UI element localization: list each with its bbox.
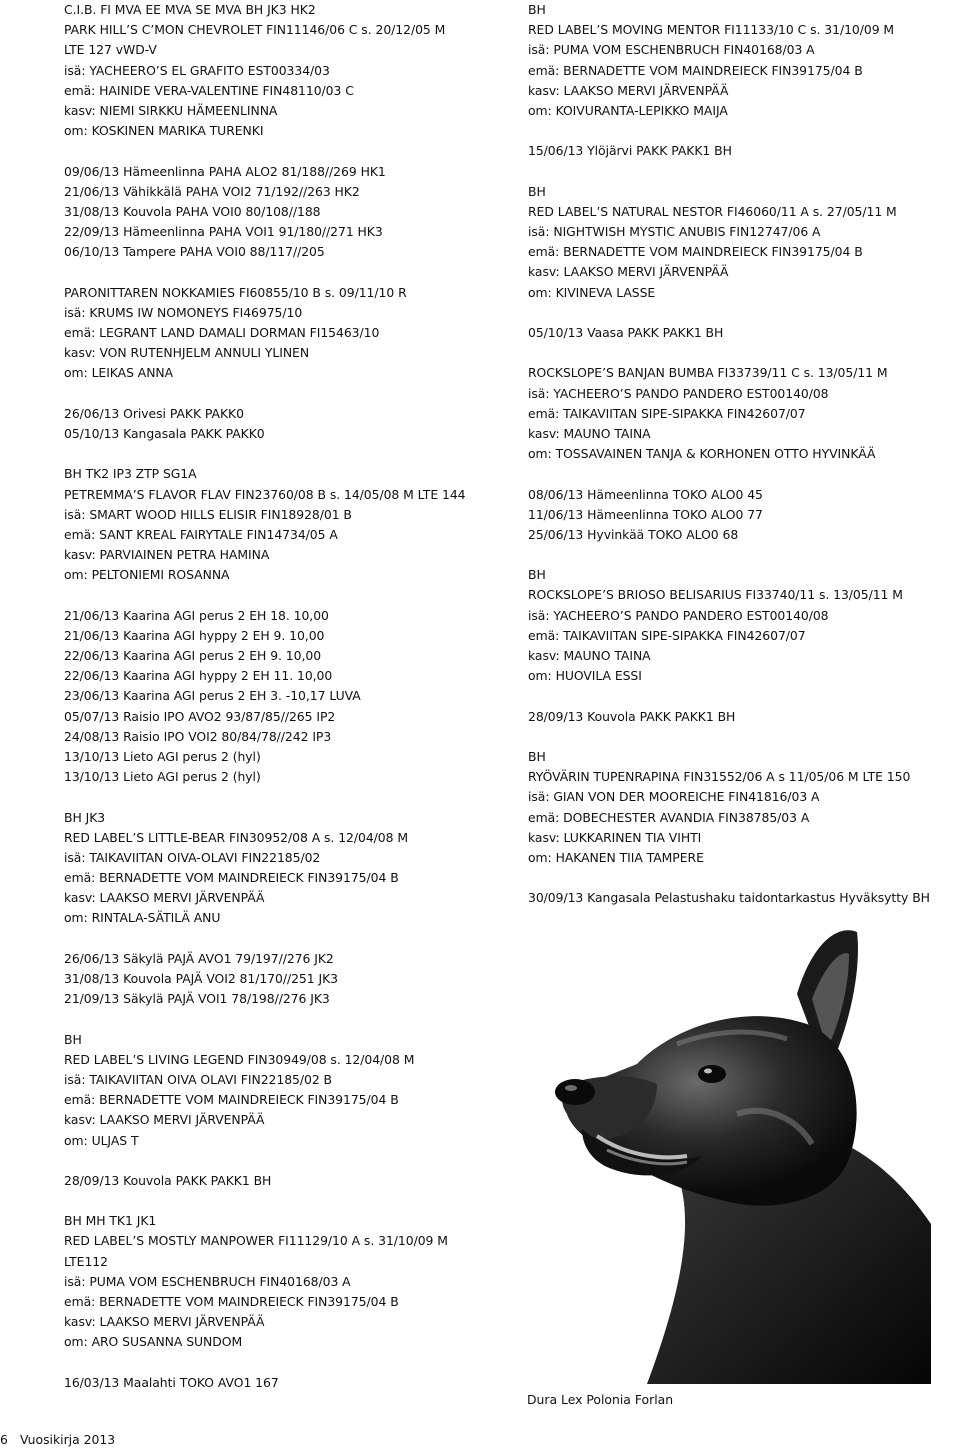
text-line: 26/06/13 Säkylä PAJÄ AVO1 79/197//276 JK2: [64, 950, 334, 966]
page-footer: [0, 1430, 115, 1450]
text-line: 22/06/13 Kaarina AGI hyppy 2 EH 11. 10,00: [64, 668, 333, 684]
blank-line: [528, 162, 958, 182]
text-line: emä: SANT KREAL FAIRYTALE FIN14734/05 A: [64, 526, 338, 542]
text-line: 21/06/13 Vähikkälä PAHA VOI2 71/192//263 HK2: [64, 183, 360, 199]
blank-line: [64, 141, 504, 161]
text-line: isä: KRUMS IW NOMONEYS FI46975/10: [64, 304, 303, 320]
text-line: emä: TAIKAVIITAN SIPE-SIPAKKA FIN42607/07: [528, 627, 806, 643]
left-column: [64, 0, 504, 1393]
text-line: RED LABEL’S LIVING LEGEND FIN30949/08 s. 12/04/08 M: [64, 1051, 415, 1067]
text-line: LTE112: [64, 1253, 108, 1269]
text-line: om: LEIKAS ANNA: [64, 365, 174, 381]
text-line: emä: BERNADETTE VOM MAINDREIECK FIN39175/04 B: [64, 1092, 399, 1108]
text-line: isä: YACHEERO’S PANDO PANDERO EST00140/08: [528, 607, 829, 623]
text-line: isä: SMART WOOD HILLS ELISIR FIN18928/01 B: [64, 506, 352, 522]
text-line: 05/10/13 Kangasala PAKK PAKK0: [64, 425, 265, 441]
text-line: 31/08/13 Kouvola PAHA VOI0 80/108//188: [64, 203, 321, 219]
text-line: kasv: LAAKSO MERVI JÄRVENPÄÄ: [528, 82, 729, 98]
text-line: RED LABEL’S NATURAL NESTOR FI46060/11 A s. 27/05/11 M: [528, 203, 897, 219]
blank-line: [64, 1353, 504, 1373]
text-line: 23/06/13 Kaarina AGI perus 2 EH 3. -10,17 LUVA: [64, 688, 361, 704]
text-line: om: TOSSAVAINEN TANJA & KORHONEN OTTO HYVINKÄÄ: [528, 446, 876, 462]
text-line: 24/08/13 Raisio IPO VOI2 80/84/78//242 IP3: [64, 728, 332, 744]
text-line: kasv: NIEMI SIRKKU HÄMEENLINNA: [64, 102, 278, 118]
text-line: 21/06/13 Kaarina AGI hyppy 2 EH 9. 10,00: [64, 627, 325, 643]
text-line: isä: NIGHTWISH MYSTIC ANUBIS FIN12747/06 A: [528, 224, 821, 240]
text-line: 22/09/13 Hämeenlinna PAHA VOI1 91/180//271 HK3: [64, 224, 383, 240]
text-line: BH TK2 IP3 ZTP SG1A: [64, 466, 197, 482]
text-line: isä: TAIKAVIITAN OIVA OLAVI FIN22185/02 B: [64, 1071, 333, 1087]
text-line: kasv: MAUNO TAINA: [528, 648, 651, 663]
text-line: kasv: LAAKSO MERVI JÄRVENPÄÄ: [528, 264, 729, 280]
text-line: 26/06/13 Orivesi PAKK PAKK0: [64, 405, 244, 421]
text-line: kasv: PARVIAINEN PETRA HAMINA: [64, 547, 270, 563]
photo-caption: Dura Lex Polonia Forlan: [527, 1392, 674, 1407]
text-line: emä: TAIKAVIITAN SIPE-SIPAKKA FIN42607/07: [528, 405, 806, 421]
text-line: kasv: LAAKSO MERVI JÄRVENPÄÄ: [64, 1112, 265, 1128]
text-line: om: ARO SUSANNA SUNDOM: [64, 1334, 243, 1350]
text-line: emä: BERNADETTE VOM MAINDREIECK FIN39175/04 B: [528, 62, 863, 78]
text-line: PETREMMA’S FLAVOR FLAV FIN23760/08 B s. 14/05/08 M LTE 144: [64, 486, 466, 502]
text-line: 05/10/13 Vaasa PAKK PAKK1 BH: [528, 325, 724, 340]
text-line: BH: [528, 183, 546, 199]
text-line: kasv: MAUNO TAINA: [528, 425, 651, 441]
blank-line: [64, 585, 504, 605]
text-line: emä: DOBECHESTER AVANDIA FIN38785/03 A: [528, 809, 810, 825]
blank-line: [64, 262, 504, 282]
text-line: om: PELTONIEMI ROSANNA: [64, 567, 230, 583]
page-number: 6: [0, 1432, 8, 1447]
text-line: 31/08/13 Kouvola PAJÄ VOI2 81/170//251 JK3: [64, 971, 339, 986]
text-line: om: KIVINEVA LASSE: [528, 284, 656, 300]
text-line: 22/06/13 Kaarina AGI perus 2 EH 9. 10,00: [64, 648, 322, 663]
text-line: BH: [528, 567, 546, 583]
blank-line: [64, 444, 504, 464]
text-line: isä: GIAN VON DER MOOREICHE FIN41816/03 A: [528, 789, 820, 805]
text-line: 21/06/13 Kaarina AGI perus 2 EH 18. 10,00: [64, 607, 329, 623]
text-line: 30/09/13 Kangasala Pelastushaku taidontarkastus Hyväksytty BH: [528, 890, 930, 906]
text-line: 08/06/13 Hämeenlinna TOKO ALO0 45: [528, 486, 763, 502]
text-line: 11/06/13 Hämeenlinna TOKO ALO0 77: [528, 506, 763, 522]
text-line: om: ULJAS T: [64, 1132, 139, 1148]
text-line: om: HAKANEN TIIA TAMPERE: [528, 849, 704, 865]
text-line: BH: [528, 2, 546, 17]
text-line: ROCKSLOPE’S BRIOSO BELISARIUS FI33740/11 s. 13/05/11 M: [528, 587, 903, 603]
blank-line: [528, 343, 958, 363]
text-line: 28/09/13 Kouvola PAKK PAKK1 BH: [528, 708, 736, 724]
text-line: 16/03/13 Maalahti TOKO AVO1 167: [64, 1374, 279, 1390]
text-line: kasv: LAAKSO MERVI JÄRVENPÄÄ: [64, 890, 265, 906]
text-line: BH: [64, 1031, 82, 1047]
text-line: om: KOSKINEN MARIKA TURENKI: [64, 123, 264, 139]
text-line: kasv: LAAKSO MERVI JÄRVENPÄÄ: [64, 1314, 265, 1330]
text-line: emä: HAINIDE VERA-VALENTINE FIN48110/03 C: [64, 82, 354, 98]
text-line: isä: YACHEERO’S PANDO PANDERO EST00140/08: [528, 385, 829, 401]
text-line: isä: TAIKAVIITAN OIVA-OLAVI FIN22185/02: [64, 849, 321, 865]
blank-line: [64, 1151, 504, 1171]
text-line: kasv: LUKKARINEN TIA VIHTI: [528, 829, 702, 845]
doberman-image: [527, 924, 931, 1384]
text-line: C.I.B. FI MVA EE MVA SE MVA BH JK3 HK2: [64, 2, 316, 17]
text-line: 13/10/13 Lieto AGI perus 2 (hyl): [64, 769, 261, 785]
text-line: isä: PUMA VOM ESCHENBRUCH FIN40168/03 A: [64, 1273, 351, 1289]
text-line: om: KOIVURANTA-LEPIKKO MAIJA: [528, 102, 728, 118]
blank-line: [64, 384, 504, 404]
blank-line: [528, 727, 958, 747]
blank-line: [64, 1191, 504, 1211]
text-line: RED LABEL’S MOSTLY MANPOWER FI11129/10 A s. 31/10/09 M: [64, 1233, 448, 1249]
dog-photo: [527, 924, 931, 1384]
text-line: RYÖVÄRIN TUPENRAPINA FIN31552/06 A s 11/05/06 M LTE 150: [528, 769, 911, 785]
text-line: isä: PUMA VOM ESCHENBRUCH FIN40168/03 A: [528, 42, 815, 58]
text-line: 05/07/13 Raisio IPO AVO2 93/87/85//265 IP2: [64, 708, 336, 724]
right-column: [528, 0, 958, 908]
blank-line: [64, 787, 504, 807]
text-line: PARK HILL’S C’MON CHEVROLET FIN11146/06 C s. 20/12/05 M: [64, 22, 446, 38]
publication-title: Vuosikirja 2013: [20, 1432, 116, 1447]
blank-line: [528, 686, 958, 706]
text-line: 21/09/13 Säkylä PAJÄ VOI1 78/198//276 JK3: [64, 991, 330, 1007]
text-line: PARONITTAREN NOKKAMIES FI60855/10 B s. 09/11/10 R: [64, 284, 407, 300]
blank-line: [528, 545, 958, 565]
text-line: BH JK3: [64, 809, 106, 825]
text-line: emä: BERNADETTE VOM MAINDREIECK FIN39175/04 B: [64, 1294, 399, 1309]
text-line: BH MH TK1 JK1: [64, 1213, 157, 1229]
text-line: 25/06/13 Hyvinkää TOKO ALO0 68: [528, 526, 739, 542]
text-line: 15/06/13 Ylöjärvi PAKK PAKK1 BH: [528, 143, 732, 159]
text-line: RED LABEL’S MOVING MENTOR FI11133/10 C s. 31/10/09 M: [528, 22, 895, 38]
text-line: RED LABEL’S LITTLE-BEAR FIN30952/08 A s. 12/04/08 M: [64, 829, 408, 845]
text-line: emä: BERNADETTE VOM MAINDREIECK FIN39175/04 B: [528, 244, 863, 260]
blank-line: [528, 303, 958, 323]
text-line: ROCKSLOPE’S BANJAN BUMBA FI33739/11 C s. 13/05/11 M: [528, 365, 888, 381]
text-line: isä: YACHEERO’S EL GRAFITO EST00334/03: [64, 62, 330, 78]
blank-line: [528, 464, 958, 484]
text-line: 06/10/13 Tampere PAHA VOI0 88/117//205: [64, 244, 325, 260]
blank-line: [64, 929, 504, 949]
text-line: BH: [528, 748, 546, 764]
blank-line: [528, 868, 958, 888]
blank-line: [528, 121, 958, 141]
blank-line: [64, 1009, 504, 1029]
text-line: 13/10/13 Lieto AGI perus 2 (hyl): [64, 748, 261, 764]
text-line: om: HUOVILA ESSI: [528, 668, 642, 684]
text-line: emä: LEGRANT LAND DAMALI DORMAN FI15463/10: [64, 325, 380, 340]
text-line: kasv: VON RUTENHJELM ANNULI YLINEN: [64, 345, 310, 361]
text-line: 28/09/13 Kouvola PAKK PAKK1 BH: [64, 1172, 272, 1188]
text-line: emä: BERNADETTE VOM MAINDREIECK FIN39175/04 B: [64, 870, 399, 886]
text-line: 09/06/13 Hämeenlinna PAHA ALO2 81/188//269 HK1: [64, 163, 386, 179]
text-line: LTE 127 vWD-V: [64, 42, 157, 58]
text-line: om: RINTALA-SÄTILÄ ANU: [64, 910, 221, 926]
